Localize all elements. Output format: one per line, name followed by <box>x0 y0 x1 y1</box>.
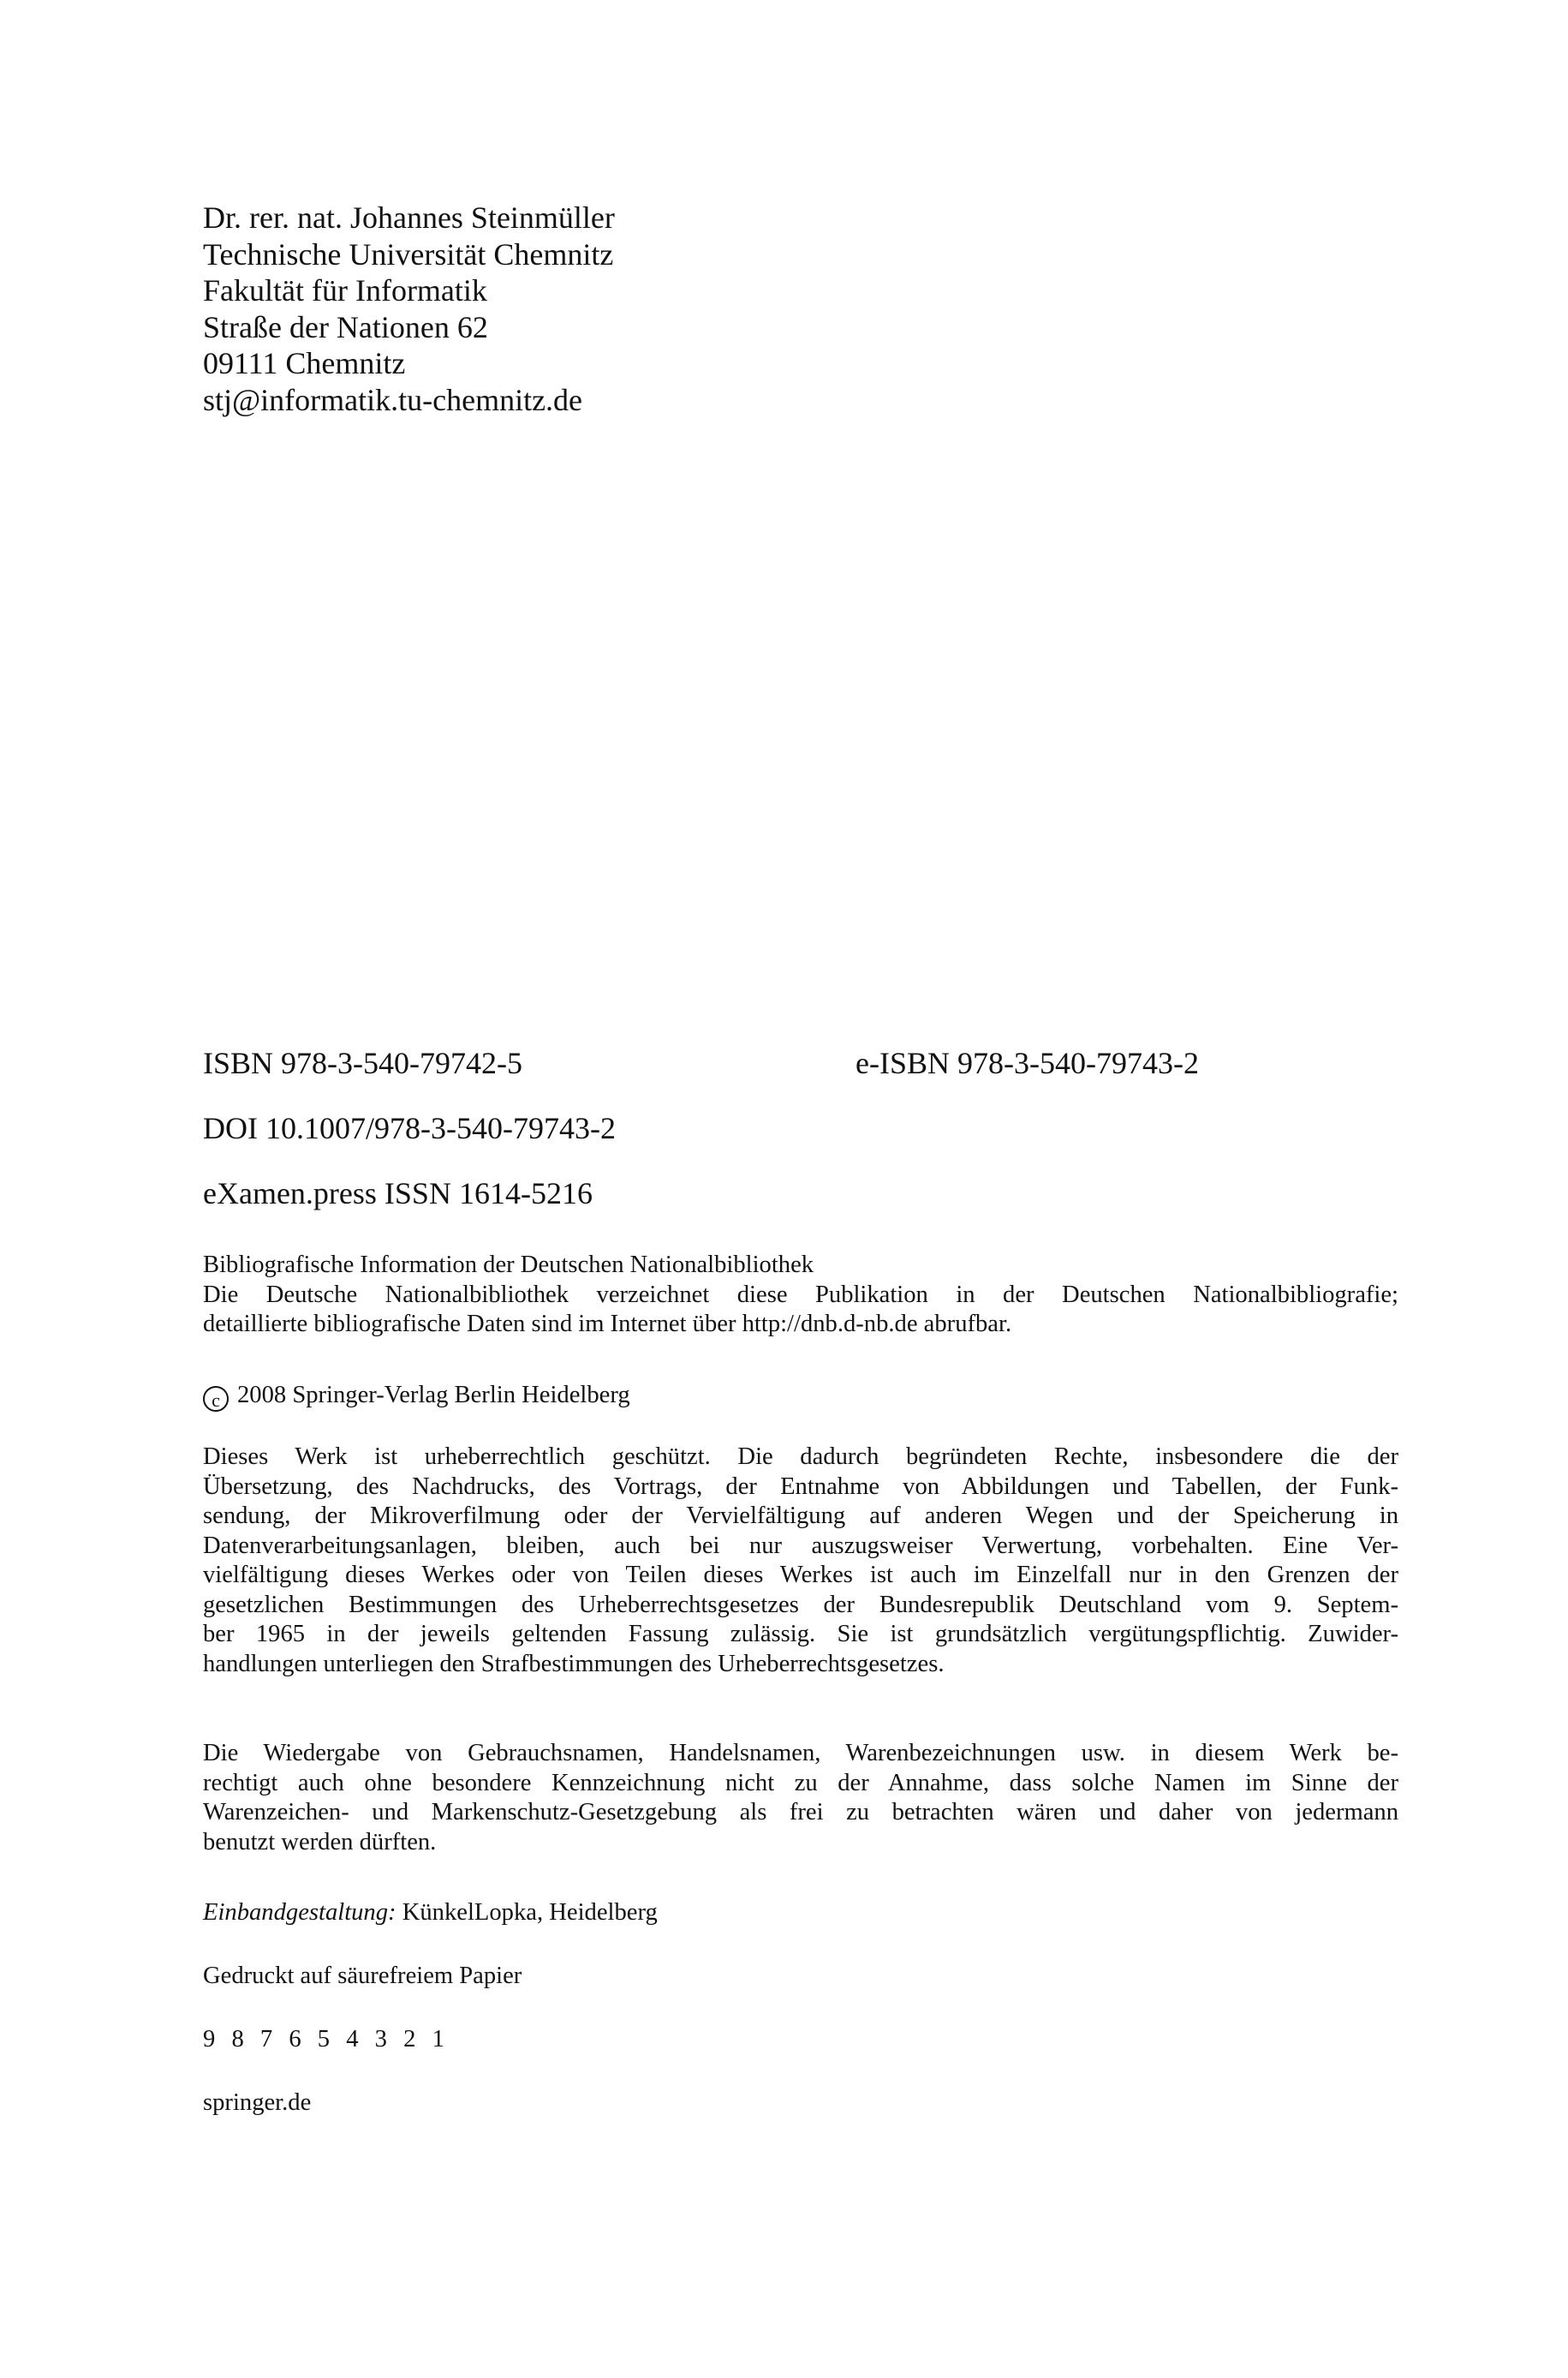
rights-paragraph <box>203 1443 1398 1679</box>
author-email: stj@informatik.tu-chemnitz.de <box>203 382 583 417</box>
author-university: Technische Universität Chemnitz <box>203 236 614 272</box>
paragraph-line: ber 1965 in der jeweils geltenden Fassung zulässig. Sie ist grundsätzlich vergütungspflichtig. Zuwider- <box>203 1621 1398 1647</box>
e-isbn: e-ISBN 978-3-540-79743-2 <box>856 1046 1199 1080</box>
doi: DOI 10.1007/978-3-540-79743-2 <box>203 1111 616 1145</box>
paper-note: Gedruckt auf säurefreiem Papier <box>203 1963 522 1989</box>
paragraph-line: Datenverarbeitungsanlagen, bleiben, auch bei nur auszugsweiser Verwertung, vorbehalten. Eine Ver- <box>203 1532 1398 1559</box>
paragraph-line: Übersetzung, des Nachdrucks, des Vortrags, der Entnahme von Abbildungen und Tabellen, der Funk- <box>203 1473 1398 1500</box>
copyright-notice <box>203 1381 1398 1412</box>
paragraph-line: Dieses Werk ist urheberrechtlich geschützt. Die dadurch begründeten Rechte, insbesondere die der <box>203 1443 1398 1470</box>
paragraph-line: sendung, der Mikroverfilmung oder der Vervielfältigung auf anderen Wegen und der Speicherung in <box>203 1503 1398 1529</box>
bibliographic-information <box>203 1251 1398 1340</box>
paragraph-line: rechtigt auch ohne besondere Kennzeichnung nicht zu der Annahme, dass solche Namen im Sinne der <box>203 1769 1398 1796</box>
paragraph-line: benutzt werden dürften. <box>203 1828 437 1855</box>
isbn: ISBN 978-3-540-79742-5 <box>203 1046 522 1080</box>
print-run-numbers: 9 8 7 6 5 4 3 2 1 <box>203 2026 450 2052</box>
identifier-block <box>203 1044 1402 1212</box>
copyright-icon: c <box>203 1386 229 1412</box>
trademark-paragraph <box>203 1739 1398 1857</box>
author-faculty: Fakultät für Informatik <box>203 273 487 308</box>
publisher-website: springer.de <box>203 2089 312 2116</box>
cover-design-value: KünkelLopka, Heidelberg <box>402 1899 658 1926</box>
author-street: Straße der Nationen 62 <box>203 309 488 344</box>
copyright-text: 2008 Springer-Verlag Berlin Heidelberg <box>237 1382 630 1408</box>
series-issn: eXamen.press ISSN 1614-5216 <box>203 1176 593 1210</box>
cover-design-credit <box>203 1898 658 1928</box>
bibliographic-heading: Bibliografische Information der Deutschen Nationalbibliothek <box>203 1252 814 1278</box>
author-city: 09111 Chemnitz <box>203 346 406 380</box>
paragraph-line: handlungen unterliegen den Strafbestimmungen des Urheberrechtsgesetzes. <box>203 1650 945 1677</box>
paragraph-line: Die Wiedergabe von Gebrauchsnamen, Handelsnamen, Warenbezeichnungen usw. in diesem Werk be- <box>203 1740 1398 1766</box>
paragraph-line: gesetzlichen Bestimmungen des Urheberrechtsgesetzes der Bundesrepublik Deutschland vom 9. Septem- <box>203 1591 1398 1618</box>
bibliographic-line: detaillierte bibliografische Daten sind im Internet über http://dnb.d-nb.de abrufbar. <box>203 1311 1012 1337</box>
paragraph-line: Warenzeichen- und Markenschutz-Gesetzgebung als frei zu betrachten wären und daher von jedermann <box>203 1799 1398 1825</box>
author-address-block <box>203 200 1059 418</box>
cover-design-label: Einbandgestaltung: <box>203 1899 396 1926</box>
paragraph-line: vielfältigung dieses Werkes oder von Teilen dieses Werkes ist auch im Einzelfall nur in den Grenzen der <box>203 1562 1398 1588</box>
author-name: Dr. rer. nat. Johannes Steinmüller <box>203 200 615 235</box>
bibliographic-line: Die Deutsche Nationalbibliothek verzeichnet diese Publikation in der Deutschen Nationalbibliografie; <box>203 1281 1398 1308</box>
